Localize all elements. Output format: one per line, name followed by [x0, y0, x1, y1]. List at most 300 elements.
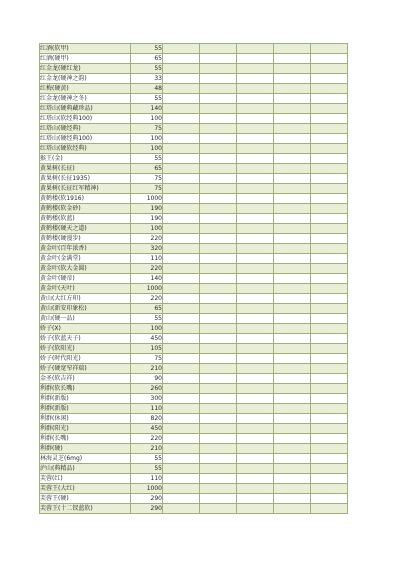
empty-cell[interactable]	[237, 344, 274, 354]
product-name-cell[interactable]: 黄金叶(硬帝)	[40, 274, 131, 284]
empty-cell[interactable]	[200, 44, 237, 54]
empty-cell[interactable]	[163, 434, 200, 444]
product-name-cell[interactable]: 黄果树(长征1935)	[40, 174, 131, 184]
empty-cell[interactable]	[274, 164, 311, 174]
price-cell[interactable]: 220	[131, 434, 163, 444]
empty-cell[interactable]	[237, 274, 274, 284]
empty-cell[interactable]	[311, 94, 348, 104]
empty-cell[interactable]	[237, 374, 274, 384]
product-name-cell[interactable]: 利群(新版)	[40, 394, 131, 404]
empty-cell[interactable]	[237, 404, 274, 414]
empty-cell[interactable]	[274, 224, 311, 234]
empty-cell[interactable]	[274, 204, 311, 214]
empty-cell[interactable]	[237, 394, 274, 404]
empty-cell[interactable]	[311, 44, 348, 54]
empty-cell[interactable]	[237, 314, 274, 324]
empty-cell[interactable]	[274, 84, 311, 94]
price-cell[interactable]: 210	[131, 364, 163, 374]
empty-cell[interactable]	[200, 274, 237, 284]
empty-cell[interactable]	[311, 124, 348, 134]
empty-cell[interactable]	[237, 254, 274, 264]
empty-cell[interactable]	[311, 174, 348, 184]
price-cell[interactable]: 220	[131, 234, 163, 244]
empty-cell[interactable]	[311, 244, 348, 254]
empty-cell[interactable]	[311, 84, 348, 94]
empty-cell[interactable]	[237, 334, 274, 344]
empty-cell[interactable]	[237, 174, 274, 184]
empty-cell[interactable]	[311, 414, 348, 424]
empty-cell[interactable]	[163, 164, 200, 174]
empty-cell[interactable]	[163, 464, 200, 474]
empty-cell[interactable]	[163, 74, 200, 84]
empty-cell[interactable]	[311, 154, 348, 164]
empty-cell[interactable]	[200, 324, 237, 334]
empty-cell[interactable]	[200, 94, 237, 104]
empty-cell[interactable]	[200, 454, 237, 464]
product-name-cell[interactable]: 利群(休闲)	[40, 414, 131, 424]
empty-cell[interactable]	[274, 304, 311, 314]
empty-cell[interactable]	[274, 154, 311, 164]
empty-cell[interactable]	[311, 314, 348, 324]
empty-cell[interactable]	[311, 184, 348, 194]
empty-cell[interactable]	[274, 464, 311, 474]
price-cell[interactable]: 65	[131, 54, 163, 64]
empty-cell[interactable]	[311, 404, 348, 414]
empty-cell[interactable]	[237, 204, 274, 214]
empty-cell[interactable]	[200, 364, 237, 374]
price-cell[interactable]: 290	[131, 504, 163, 514]
empty-cell[interactable]	[237, 54, 274, 64]
price-cell[interactable]: 1000	[131, 484, 163, 494]
empty-cell[interactable]	[237, 74, 274, 84]
product-name-cell[interactable]: 红金龙(硬红龙)	[40, 64, 131, 74]
empty-cell[interactable]	[311, 254, 348, 264]
empty-cell[interactable]	[311, 164, 348, 174]
price-cell[interactable]: 90	[131, 374, 163, 384]
empty-cell[interactable]	[274, 144, 311, 154]
price-cell[interactable]: 75	[131, 174, 163, 184]
empty-cell[interactable]	[311, 114, 348, 124]
empty-cell[interactable]	[163, 94, 200, 104]
product-name-cell[interactable]: 猴王(金)	[40, 154, 131, 164]
empty-cell[interactable]	[200, 204, 237, 214]
price-cell[interactable]: 55	[131, 464, 163, 474]
price-cell[interactable]: 100	[131, 224, 163, 234]
empty-cell[interactable]	[200, 54, 237, 64]
product-name-cell[interactable]: 金圣(软吉祥)	[40, 374, 131, 384]
empty-cell[interactable]	[200, 194, 237, 204]
empty-cell[interactable]	[237, 384, 274, 394]
empty-cell[interactable]	[163, 244, 200, 254]
empty-cell[interactable]	[200, 484, 237, 494]
empty-cell[interactable]	[200, 244, 237, 254]
empty-cell[interactable]	[274, 214, 311, 224]
empty-cell[interactable]	[200, 464, 237, 474]
empty-cell[interactable]	[274, 174, 311, 184]
empty-cell[interactable]	[237, 444, 274, 454]
empty-cell[interactable]	[237, 44, 274, 54]
price-cell[interactable]: 260	[131, 384, 163, 394]
empty-cell[interactable]	[274, 394, 311, 404]
empty-cell[interactable]	[237, 354, 274, 364]
empty-cell[interactable]	[311, 424, 348, 434]
price-cell[interactable]: 450	[131, 334, 163, 344]
empty-cell[interactable]	[237, 364, 274, 374]
product-name-cell[interactable]: 利群(硬)	[40, 444, 131, 454]
empty-cell[interactable]	[237, 104, 274, 114]
empty-cell[interactable]	[163, 44, 200, 54]
empty-cell[interactable]	[311, 204, 348, 214]
empty-cell[interactable]	[200, 414, 237, 424]
empty-cell[interactable]	[274, 264, 311, 274]
empty-cell[interactable]	[237, 234, 274, 244]
empty-cell[interactable]	[311, 144, 348, 154]
price-cell[interactable]: 300	[131, 394, 163, 404]
product-name-cell[interactable]: 黄金叶(软大金圆)	[40, 264, 131, 274]
empty-cell[interactable]	[200, 424, 237, 434]
price-cell[interactable]: 290	[131, 494, 163, 504]
empty-cell[interactable]	[163, 494, 200, 504]
product-name-cell[interactable]: 红塔山(软经典100)	[40, 114, 131, 124]
product-name-cell[interactable]: 娇子(硬宽窄祥瑞)	[40, 364, 131, 374]
empty-cell[interactable]	[274, 94, 311, 104]
product-name-cell[interactable]: 芙蓉王(十二钗蓝软)	[40, 504, 131, 514]
empty-cell[interactable]	[200, 104, 237, 114]
empty-cell[interactable]	[274, 474, 311, 484]
product-name-cell[interactable]: 红酒(软甲)	[40, 44, 131, 54]
empty-cell[interactable]	[274, 284, 311, 294]
empty-cell[interactable]	[237, 124, 274, 134]
price-cell[interactable]: 75	[131, 184, 163, 194]
price-cell[interactable]: 100	[131, 144, 163, 154]
empty-cell[interactable]	[237, 284, 274, 294]
empty-cell[interactable]	[163, 504, 200, 514]
empty-cell[interactable]	[163, 234, 200, 244]
product-name-cell[interactable]: 娇子(时代阳光)	[40, 354, 131, 364]
empty-cell[interactable]	[311, 474, 348, 484]
product-name-cell[interactable]: 利群(软长嘴)	[40, 384, 131, 394]
empty-cell[interactable]	[200, 234, 237, 244]
product-name-cell[interactable]: 红梅(硬黄)	[40, 84, 131, 94]
product-name-cell[interactable]: 黄果树(长征)	[40, 164, 131, 174]
price-cell[interactable]: 210	[131, 444, 163, 454]
price-cell[interactable]: 110	[131, 404, 163, 414]
empty-cell[interactable]	[311, 234, 348, 244]
empty-cell[interactable]	[311, 54, 348, 64]
empty-cell[interactable]	[200, 164, 237, 174]
empty-cell[interactable]	[237, 424, 274, 434]
empty-cell[interactable]	[274, 74, 311, 84]
product-name-cell[interactable]: 黄鹤楼(硬天之道)	[40, 224, 131, 234]
empty-cell[interactable]	[163, 354, 200, 364]
empty-cell[interactable]	[163, 64, 200, 74]
empty-cell[interactable]	[200, 474, 237, 484]
empty-cell[interactable]	[163, 84, 200, 94]
empty-cell[interactable]	[274, 364, 311, 374]
empty-cell[interactable]	[274, 374, 311, 384]
empty-cell[interactable]	[237, 154, 274, 164]
product-name-cell[interactable]: 娇子(X)	[40, 324, 131, 334]
price-cell[interactable]: 820	[131, 414, 163, 424]
empty-cell[interactable]	[311, 304, 348, 314]
price-cell[interactable]: 190	[131, 204, 163, 214]
price-cell[interactable]: 55	[131, 64, 163, 74]
price-cell[interactable]: 320	[131, 244, 163, 254]
empty-cell[interactable]	[163, 254, 200, 264]
empty-cell[interactable]	[311, 284, 348, 294]
empty-cell[interactable]	[237, 214, 274, 224]
empty-cell[interactable]	[237, 184, 274, 194]
empty-cell[interactable]	[237, 434, 274, 444]
empty-cell[interactable]	[200, 124, 237, 134]
product-name-cell[interactable]: 黄鹤楼(软蓝)	[40, 214, 131, 224]
empty-cell[interactable]	[311, 374, 348, 384]
product-name-cell[interactable]: 黄山(硬一品)	[40, 314, 131, 324]
empty-cell[interactable]	[200, 494, 237, 504]
empty-cell[interactable]	[274, 314, 311, 324]
empty-cell[interactable]	[163, 154, 200, 164]
price-cell[interactable]: 220	[131, 294, 163, 304]
price-cell[interactable]: 140	[131, 274, 163, 284]
empty-cell[interactable]	[274, 104, 311, 114]
empty-cell[interactable]	[200, 84, 237, 94]
empty-cell[interactable]	[200, 64, 237, 74]
empty-cell[interactable]	[200, 224, 237, 234]
product-name-cell[interactable]: 林海灵芝(6mg)	[40, 454, 131, 464]
empty-cell[interactable]	[163, 264, 200, 274]
price-cell[interactable]: 110	[131, 254, 163, 264]
empty-cell[interactable]	[237, 414, 274, 424]
price-cell[interactable]: 100	[131, 134, 163, 144]
price-cell[interactable]: 1000	[131, 194, 163, 204]
empty-cell[interactable]	[200, 144, 237, 154]
product-name-cell[interactable]: 红金龙(硬神之韵)	[40, 74, 131, 84]
empty-cell[interactable]	[163, 104, 200, 114]
price-cell[interactable]: 1000	[131, 284, 163, 294]
empty-cell[interactable]	[237, 114, 274, 124]
empty-cell[interactable]	[163, 384, 200, 394]
product-name-cell[interactable]: 黄金叶(百年浓香)	[40, 244, 131, 254]
empty-cell[interactable]	[200, 134, 237, 144]
product-name-cell[interactable]: 利群(长嘴)	[40, 434, 131, 444]
empty-cell[interactable]	[200, 264, 237, 274]
price-cell[interactable]: 100	[131, 324, 163, 334]
empty-cell[interactable]	[311, 344, 348, 354]
empty-cell[interactable]	[274, 64, 311, 74]
empty-cell[interactable]	[163, 344, 200, 354]
empty-cell[interactable]	[163, 404, 200, 414]
price-cell[interactable]: 55	[131, 314, 163, 324]
empty-cell[interactable]	[274, 484, 311, 494]
empty-cell[interactable]	[274, 344, 311, 354]
empty-cell[interactable]	[163, 324, 200, 334]
empty-cell[interactable]	[237, 64, 274, 74]
empty-cell[interactable]	[163, 274, 200, 284]
empty-cell[interactable]	[200, 404, 237, 414]
empty-cell[interactable]	[200, 444, 237, 454]
empty-cell[interactable]	[163, 394, 200, 404]
empty-cell[interactable]	[200, 304, 237, 314]
product-name-cell[interactable]: 利群(新版)	[40, 404, 131, 414]
empty-cell[interactable]	[237, 194, 274, 204]
empty-cell[interactable]	[200, 354, 237, 364]
empty-cell[interactable]	[200, 254, 237, 264]
empty-cell[interactable]	[237, 484, 274, 494]
product-name-cell[interactable]: 泸山(典精品)	[40, 464, 131, 474]
empty-cell[interactable]	[311, 294, 348, 304]
price-cell[interactable]: 48	[131, 84, 163, 94]
empty-cell[interactable]	[200, 394, 237, 404]
price-cell[interactable]: 110	[131, 474, 163, 484]
empty-cell[interactable]	[163, 144, 200, 154]
empty-cell[interactable]	[237, 224, 274, 234]
product-name-cell[interactable]: 芙蓉王(硬)	[40, 494, 131, 504]
product-name-cell[interactable]: 红金龙(硬神之冬)	[40, 94, 131, 104]
empty-cell[interactable]	[311, 194, 348, 204]
price-cell[interactable]: 55	[131, 154, 163, 164]
empty-cell[interactable]	[237, 244, 274, 254]
empty-cell[interactable]	[163, 474, 200, 484]
empty-cell[interactable]	[200, 154, 237, 164]
product-name-cell[interactable]: 黄金叶(金满堂)	[40, 254, 131, 264]
empty-cell[interactable]	[200, 384, 237, 394]
empty-cell[interactable]	[200, 114, 237, 124]
price-cell[interactable]: 55	[131, 44, 163, 54]
price-cell[interactable]: 75	[131, 124, 163, 134]
empty-cell[interactable]	[274, 184, 311, 194]
empty-cell[interactable]	[200, 74, 237, 84]
empty-cell[interactable]	[163, 314, 200, 324]
empty-cell[interactable]	[274, 124, 311, 134]
empty-cell[interactable]	[274, 384, 311, 394]
empty-cell[interactable]	[311, 364, 348, 374]
empty-cell[interactable]	[274, 334, 311, 344]
product-name-cell[interactable]: 娇子(软蓝天子)	[40, 334, 131, 344]
empty-cell[interactable]	[274, 294, 311, 304]
empty-cell[interactable]	[237, 324, 274, 334]
product-name-cell[interactable]: 红塔山(硬经典100)	[40, 134, 131, 144]
empty-cell[interactable]	[274, 194, 311, 204]
empty-cell[interactable]	[311, 214, 348, 224]
empty-cell[interactable]	[237, 494, 274, 504]
price-cell[interactable]: 105	[131, 344, 163, 354]
empty-cell[interactable]	[274, 274, 311, 284]
empty-cell[interactable]	[311, 494, 348, 504]
empty-cell[interactable]	[237, 144, 274, 154]
empty-cell[interactable]	[163, 214, 200, 224]
empty-cell[interactable]	[274, 44, 311, 54]
empty-cell[interactable]	[274, 114, 311, 124]
empty-cell[interactable]	[163, 364, 200, 374]
empty-cell[interactable]	[163, 54, 200, 64]
empty-cell[interactable]	[311, 224, 348, 234]
product-name-cell[interactable]: 芙蓉(红)	[40, 474, 131, 484]
price-cell[interactable]: 55	[131, 454, 163, 464]
empty-cell[interactable]	[311, 264, 348, 274]
empty-cell[interactable]	[237, 504, 274, 514]
product-name-cell[interactable]: 芙蓉王(大红)	[40, 484, 131, 494]
empty-cell[interactable]	[200, 174, 237, 184]
empty-cell[interactable]	[311, 464, 348, 474]
empty-cell[interactable]	[163, 174, 200, 184]
empty-cell[interactable]	[311, 104, 348, 114]
product-name-cell[interactable]: 红塔山(硬软经典)	[40, 144, 131, 154]
empty-cell[interactable]	[311, 74, 348, 84]
empty-cell[interactable]	[274, 354, 311, 364]
product-name-cell[interactable]: 黄金叶(天叶)	[40, 284, 131, 294]
price-cell[interactable]: 140	[131, 104, 163, 114]
empty-cell[interactable]	[274, 504, 311, 514]
empty-cell[interactable]	[274, 234, 311, 244]
price-cell[interactable]: 75	[131, 354, 163, 364]
empty-cell[interactable]	[163, 284, 200, 294]
product-name-cell[interactable]: 黄鹤楼(软1916)	[40, 194, 131, 204]
empty-cell[interactable]	[200, 314, 237, 324]
empty-cell[interactable]	[311, 504, 348, 514]
empty-cell[interactable]	[163, 484, 200, 494]
empty-cell[interactable]	[311, 454, 348, 464]
price-cell[interactable]: 450	[131, 424, 163, 434]
price-cell[interactable]: 100	[131, 114, 163, 124]
empty-cell[interactable]	[163, 304, 200, 314]
empty-cell[interactable]	[274, 414, 311, 424]
empty-cell[interactable]	[163, 454, 200, 464]
price-cell[interactable]: 190	[131, 214, 163, 224]
empty-cell[interactable]	[311, 324, 348, 334]
empty-cell[interactable]	[163, 184, 200, 194]
empty-cell[interactable]	[274, 324, 311, 334]
product-name-cell[interactable]: 娇子(软阳光)	[40, 344, 131, 354]
empty-cell[interactable]	[311, 394, 348, 404]
empty-cell[interactable]	[237, 164, 274, 174]
empty-cell[interactable]	[274, 444, 311, 454]
price-cell[interactable]: 65	[131, 164, 163, 174]
empty-cell[interactable]	[200, 294, 237, 304]
empty-cell[interactable]	[163, 444, 200, 454]
empty-cell[interactable]	[237, 474, 274, 484]
price-cell[interactable]: 55	[131, 94, 163, 104]
empty-cell[interactable]	[311, 64, 348, 74]
empty-cell[interactable]	[163, 114, 200, 124]
product-name-cell[interactable]: 红塔山(硬典藏珍品)	[40, 104, 131, 114]
empty-cell[interactable]	[237, 294, 274, 304]
empty-cell[interactable]	[163, 414, 200, 424]
empty-cell[interactable]	[274, 424, 311, 434]
empty-cell[interactable]	[311, 274, 348, 284]
empty-cell[interactable]	[163, 334, 200, 344]
empty-cell[interactable]	[163, 134, 200, 144]
empty-cell[interactable]	[274, 244, 311, 254]
empty-cell[interactable]	[163, 204, 200, 214]
empty-cell[interactable]	[237, 84, 274, 94]
product-name-cell[interactable]: 黄鹤楼(硬漫步)	[40, 234, 131, 244]
empty-cell[interactable]	[274, 434, 311, 444]
empty-cell[interactable]	[237, 454, 274, 464]
empty-cell[interactable]	[200, 284, 237, 294]
empty-cell[interactable]	[274, 54, 311, 64]
empty-cell[interactable]	[200, 504, 237, 514]
empty-cell[interactable]	[274, 254, 311, 264]
empty-cell[interactable]	[311, 484, 348, 494]
empty-cell[interactable]	[311, 384, 348, 394]
empty-cell[interactable]	[237, 304, 274, 314]
empty-cell[interactable]	[163, 294, 200, 304]
empty-cell[interactable]	[163, 194, 200, 204]
empty-cell[interactable]	[163, 424, 200, 434]
product-name-cell[interactable]: 黄果树(长征红军精神)	[40, 184, 131, 194]
empty-cell[interactable]	[274, 454, 311, 464]
empty-cell[interactable]	[163, 124, 200, 134]
